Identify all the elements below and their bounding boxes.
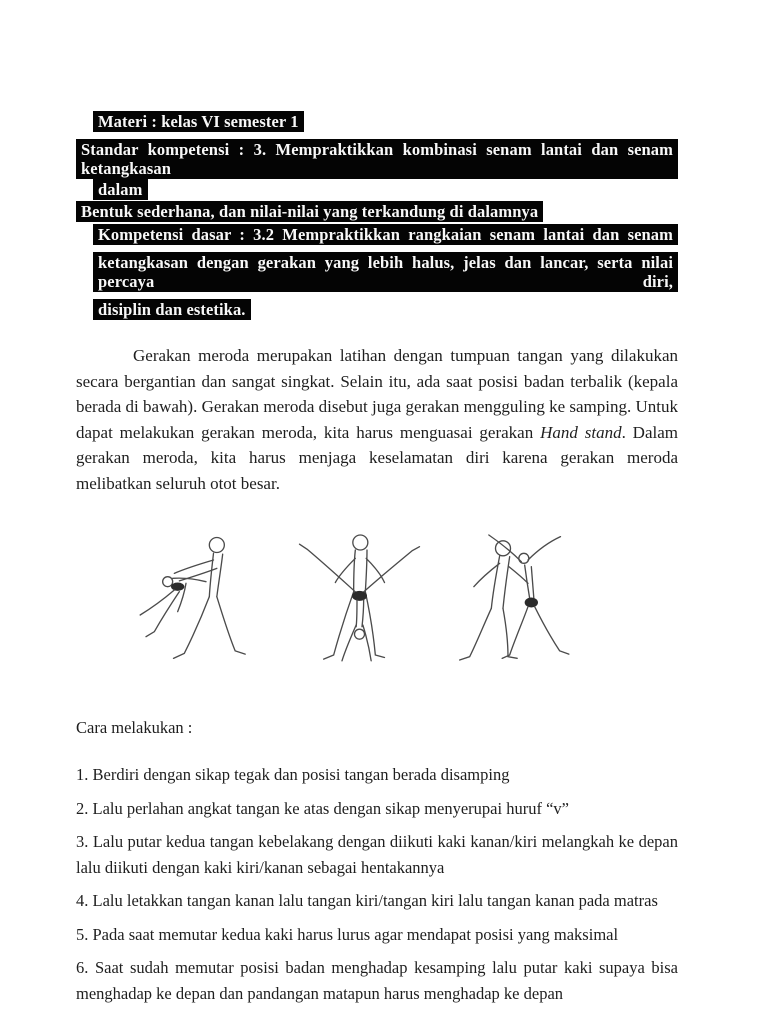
figure-row	[136, 520, 588, 685]
how-to-step-4: 4. Lalu letakkan tangan kanan lalu tangan kiri/tangan kiri lalu tangan kanan pada matras	[76, 891, 658, 910]
intro-paragraph	[76, 343, 678, 496]
header-line-disiplin-estetika: disiplin dan estetika.	[93, 299, 251, 320]
how-to-step-1: 1. Berdiri dengan sikap tegak dan posisi tangan berada disamping	[76, 765, 510, 784]
header-line-materi: Materi : kelas VI semester 1	[93, 111, 304, 132]
how-to-step-3: 3. Lalu putar kedua tangan kebelakang dengan diikuti kaki kanan/kiri melangkah ke depan lalu diikuti dengan kaki kiri/kanan sebagai hentakannya	[76, 832, 678, 877]
header-line-bentuk-sederhana: Bentuk sederhana, dan nilai-nilai yang terkandung di dalamnya	[76, 201, 543, 222]
figure-cartwheel-step-2	[287, 520, 437, 685]
how-to-heading: Cara melakukan :	[76, 718, 193, 737]
how-to-step-5: 5. Pada saat memutar kedua kaki harus lurus agar mendapat posisi yang maksimal	[76, 924, 619, 944]
how-to-steps	[76, 762, 678, 1006]
header-block	[76, 111, 678, 320]
how-to-step-2: 2. Lalu perlahan angkat tangan ke atas dengan sikap menyerupai huruf “v”	[76, 798, 569, 818]
figure-cartwheel-step-3	[438, 520, 588, 685]
header-line-standar-kompetensi: Standar kompetensi : 3. Mempraktikkan kombinasi senam lantai dan senam ketangkasan	[76, 139, 678, 179]
header-line-dalam: dalam	[93, 179, 148, 200]
intro-text-part1: Gerakan meroda merupakan latihan dengan tumpuan tangan yang dilakukan secara bergantian dan sangat singkat. Selain itu, ada saat posisi badan terbalik (kepala berada di bawah). Gerakan meroda disebut juga gerakan mengguling ke samping. Untuk dapat melakukan gerakan meroda, kita harus menguasai gerakan	[76, 346, 678, 442]
how-to-step-6: 6. Saat sudah memutar posisi badan menghadap kesamping lalu putar kaki supaya bisa menghadap ke depan dan pandangan matapun harus menghadap ke depan	[76, 958, 678, 1003]
header-line-ketangkasan: ketangkasan dengan gerakan yang lebih halus, jelas dan lancar, serta nilai percaya diri,	[93, 252, 678, 292]
figure-cartwheel-step-1	[136, 520, 286, 685]
header-line-kompetensi-dasar: Kompetensi dasar : 3.2 Mempraktikkan rangkaian senam lantai dan senam	[93, 224, 678, 245]
intro-text-part2: . Dalam gerakan meroda, kita harus menjaga keselamatan diri karena gerakan meroda melibatkan seluruh otot besar.	[76, 422, 678, 493]
intro-text-italic-hand-stand: Hand stand	[540, 422, 622, 442]
